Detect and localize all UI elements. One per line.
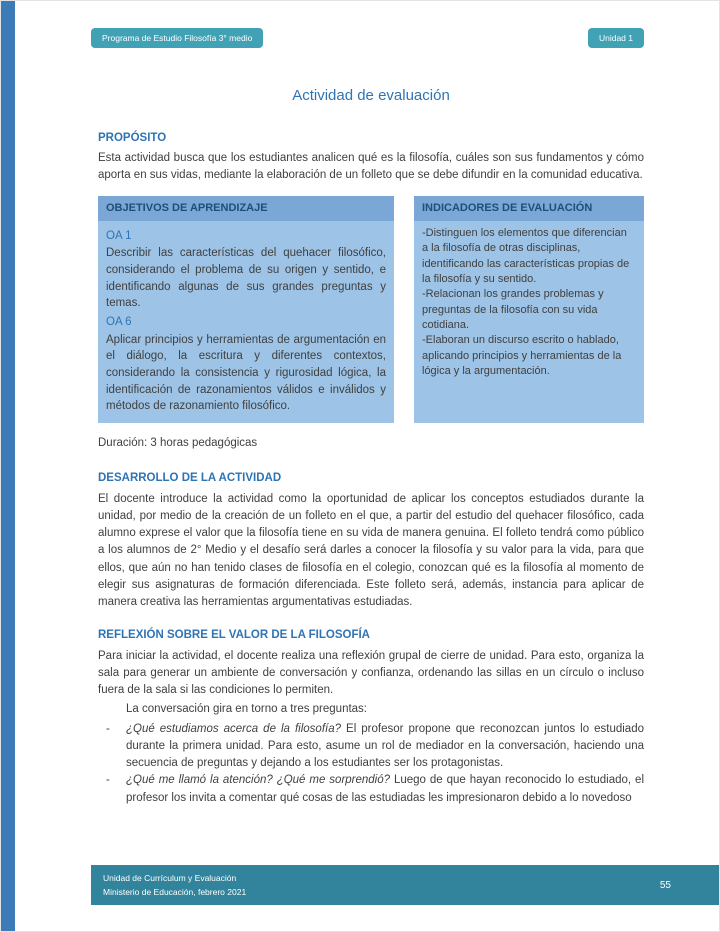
indicadores-box-body — [414, 221, 644, 423]
header-program-badge: Programa de Estudio Filosofía 3° medio — [91, 28, 263, 48]
indicadores-box — [414, 196, 644, 423]
indicador-item: -Elaboran un discurso escrito o hablado, aplicando principios y herramientas de la lógica y la argumentación. — [422, 334, 622, 378]
bullet-text — [126, 721, 644, 773]
indicador-item: -Relacionan los grandes problemas y preguntas de la filosofía con su vida cotidiana. — [422, 288, 604, 332]
page-content — [98, 1, 644, 807]
bullet-body: Luego de que hayan reconocido lo estudiado, el profesor los invita a comentar qué cosas de las estudiadas les impresionaron debido a lo novedoso — [126, 774, 645, 804]
list-item — [106, 721, 644, 773]
reflexion-heading: REFLEXIÓN SOBRE EL VALOR DE LA FILOSOFÍA — [98, 629, 370, 642]
page-title: Actividad de evaluación — [292, 87, 450, 104]
objectives-indicators-row — [98, 196, 644, 423]
footer-line-1: Unidad de Currículum y Evaluación — [103, 872, 237, 883]
header-unit-badge: Unidad 1 — [588, 28, 644, 48]
oa1-text: Describir las características del quehacer filosófico, considerando el problema de su origen y sentido, e identificando algunas de sus grandes preguntas y temas. — [106, 247, 386, 310]
footer-org-lines — [103, 871, 246, 900]
desarrollo-text: El docente introduce la actividad como la oportunidad de aplicar los conceptos estudiados durante la unidad, por medio de la creación de un folleto en el que, a partir del estudio del quehacer filosófico, cada alumno exprese el valor que la filosofía tiene en su vida de manera genuina. El folleto tendrá como público a los alumnos de 2° Medio y el desafío será darles a conocer la filosofía y su valor para la vida, para que ellos, que aún no han tenido clases de filosofía en el colegio, conozcan qué es la filosofía al momento de elegir sus asignaturas de formación diferenciada. Este folleto será, además, instancia para aplicar de manera creativa las herramientas argumentativas estudiadas. — [98, 492, 644, 609]
bullet-dash: - — [106, 774, 110, 787]
proposito-text: Esta actividad busca que los estudiantes analicen qué es la filosofía, cuáles son sus fundamentos y cómo aporta en sus vidas, mediante la elaboración de un folleto que se debe difundir en la comunidad educativa. — [98, 151, 644, 181]
desarrollo-heading: DESARROLLO DE LA ACTIVIDAD — [98, 472, 282, 485]
bullet-dash: - — [106, 722, 110, 735]
list-item — [106, 772, 644, 807]
page-footer — [91, 865, 719, 905]
duracion-line: Duración: 3 horas pedagógicas — [98, 437, 258, 450]
oa6-label: OA 6 — [106, 316, 132, 329]
proposito-heading: PROPÓSITO — [98, 131, 167, 144]
bullet-body: El profesor propone que reconozcan juntos lo estudiado durante la primera unidad. Para esto, asume un rol de mediador en la conversación, haciendo una secuencia de preguntas y dejando a los estudiantes ser los protagonistas. — [126, 722, 644, 770]
bullet-question: ¿Qué me llamó la atención? ¿Qué me sorprendió? — [126, 774, 394, 787]
reflexion-text: Para iniciar la actividad, el docente realiza una reflexión grupal de cierre de unidad. Para esto, organiza la sala para generar un ambiente de conversación y confianza, ordenando las sillas en un círculo o incluso fuera de la sala si las condiciones lo permiten. — [98, 649, 644, 697]
preguntas-intro: La conversación gira en torno a tres preguntas: — [126, 703, 368, 716]
objetivos-box — [98, 196, 394, 423]
oa1-label: OA 1 — [106, 229, 132, 242]
bullet-question: ¿Qué estudiamos acerca de la filosofía? — [126, 722, 347, 735]
oa6-text: Aplicar principios y herramientas de argumentación en el diálogo, la escritura y diferentes contextos, considerando la consistencia y rigurosidad lógica, la identificación de razonamientos válidos e inválidos y métodos de razonamiento filosófico. — [106, 333, 386, 413]
indicadores-box-heading: INDICADORES DE EVALUACIÓN — [414, 196, 644, 221]
page-left-border — [1, 1, 15, 932]
page-number: 55 — [659, 879, 671, 891]
footer-line-2: Ministerio de Educación, febrero 2021 — [103, 887, 247, 897]
objetivos-box-body — [98, 221, 394, 423]
indicador-item: -Distinguen los elementos que diferencian a la filosofía de otras disciplinas, identificando las características propias de la filosofía y su sentido. — [422, 226, 630, 285]
bullet-text — [126, 772, 644, 807]
objetivos-box-heading: OBJETIVOS DE APRENDIZAJE — [98, 196, 394, 221]
